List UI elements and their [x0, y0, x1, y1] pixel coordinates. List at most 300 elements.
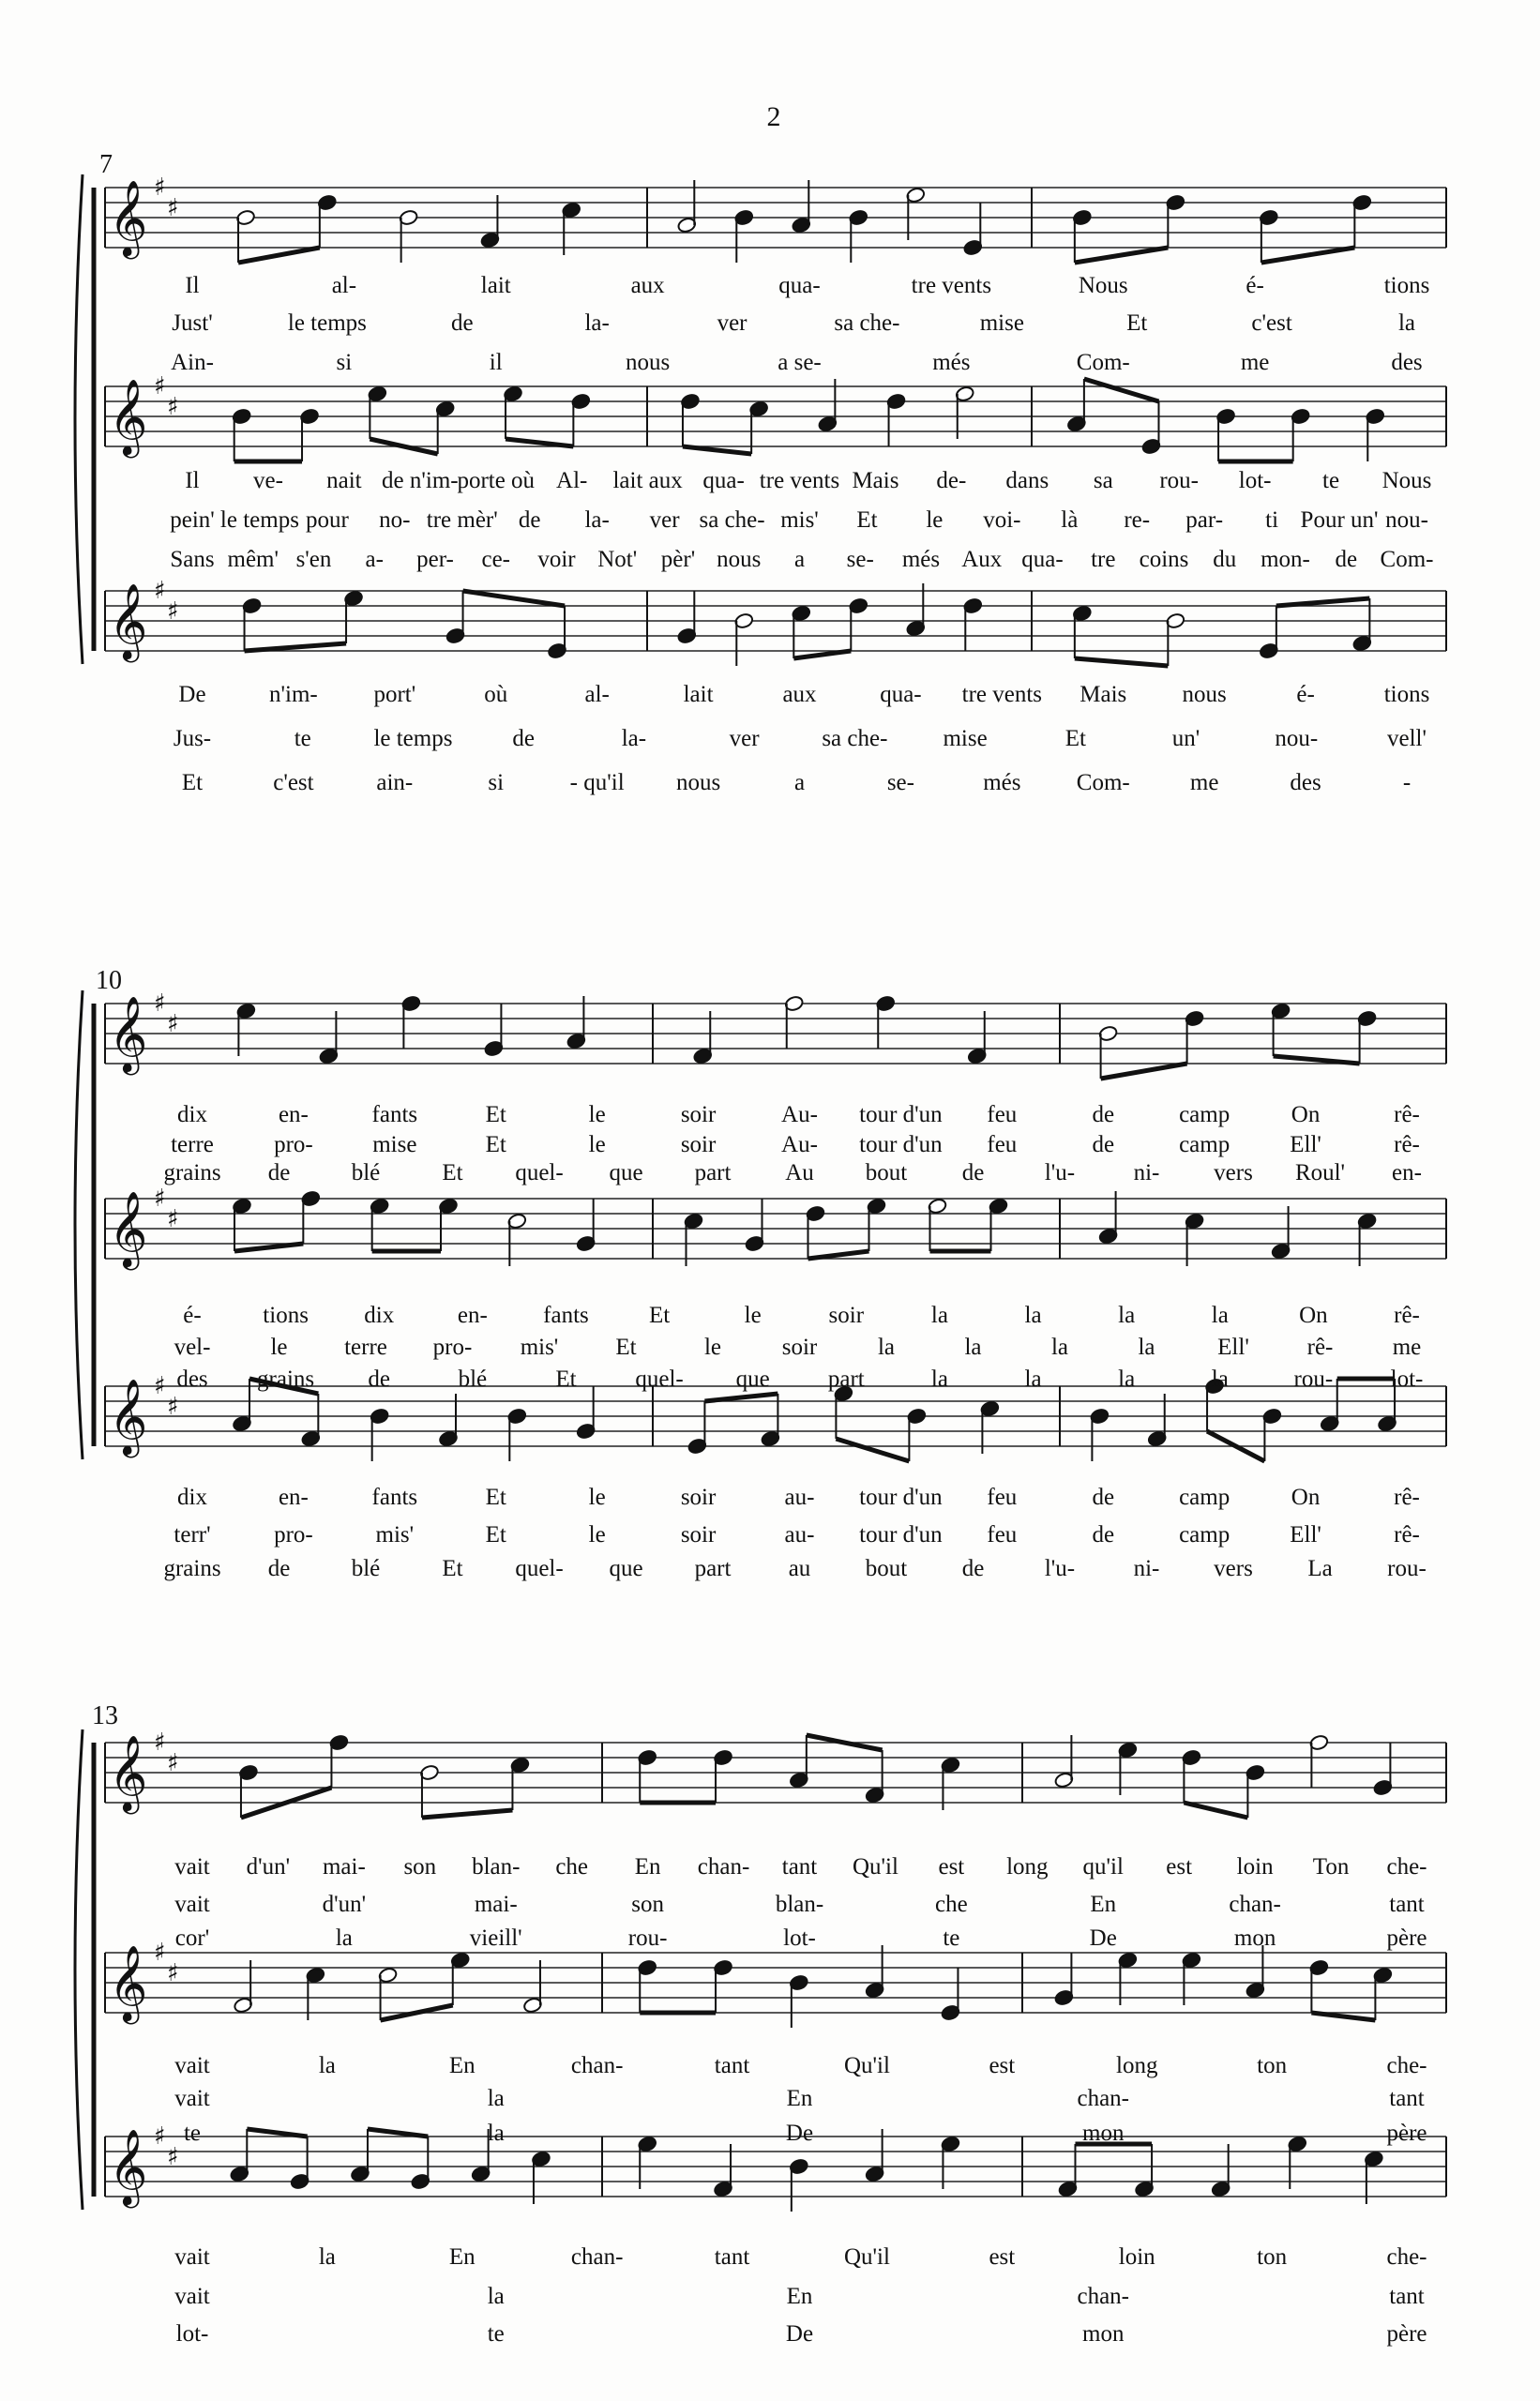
lyric-syllable: tre vents: [911, 273, 992, 298]
lyric-syllable: bout: [865, 1160, 908, 1185]
lyric-syllable: des: [1290, 770, 1321, 795]
lyric-syllable: dix: [364, 1303, 395, 1328]
lyric-syllable: En: [786, 2086, 813, 2111]
lyric-syllable: pro-: [274, 1132, 313, 1157]
lyric-syllable: au: [788, 1556, 811, 1581]
lyric-syllable: de: [1092, 1102, 1115, 1127]
lyric-syllable: la: [1024, 1367, 1042, 1392]
sharp-icon: ♯: [154, 989, 166, 1018]
note-beam: [1075, 658, 1169, 666]
lyric-syllable: rê-: [1306, 1335, 1334, 1360]
lyric-syllable: loin: [1236, 1854, 1274, 1880]
treble-clef-icon: 𝄞: [109, 1944, 148, 2021]
page-number: 2: [766, 101, 781, 132]
lyric-syllable: Jus-: [173, 726, 212, 751]
lyric-syllable: blé: [351, 1160, 381, 1185]
lyric-syllable: le: [744, 1303, 762, 1328]
lyric-syllable: dix: [177, 1485, 207, 1510]
lyric-syllable: Ell': [1290, 1132, 1321, 1157]
lyric-syllable: qua-: [880, 682, 922, 707]
lyric-syllable: de n'im-: [382, 468, 459, 493]
lyric-syllable: la: [1118, 1303, 1136, 1328]
treble-clef-icon: 𝄞: [109, 1734, 148, 1811]
lyric-syllable: soir: [680, 1132, 717, 1157]
lyric-syllable: re-: [1124, 507, 1151, 533]
lyric-syllable: port': [373, 682, 416, 707]
lyric-syllable: la: [877, 1335, 896, 1360]
lyric-syllable: camp: [1179, 1132, 1230, 1157]
lyric-syllable: est: [989, 2244, 1016, 2270]
lyric-syllable: père: [1386, 2321, 1427, 2347]
lyric-syllable: est: [989, 2053, 1016, 2078]
lyric-syllable: Et: [555, 1367, 577, 1392]
lyric-syllable: mis': [375, 1522, 415, 1548]
lyric-syllable: mon: [1233, 1925, 1276, 1951]
lyric-syllable: Et: [856, 507, 878, 533]
lyric-syllable: tions: [1383, 273, 1430, 298]
lyric-syllable: Et: [181, 770, 204, 795]
lyric-syllable: vers: [1214, 1556, 1253, 1581]
lyric-syllable: la-: [621, 726, 647, 751]
lyric-syllable: tant: [1389, 2086, 1425, 2111]
lyric-syllable: tre mèr': [426, 507, 498, 533]
lyric-syllable: En: [1090, 1892, 1117, 1917]
lyric-syllable: de: [512, 726, 535, 751]
lyric-syllable: la: [487, 2284, 505, 2309]
note-beam: [836, 1439, 909, 1461]
lyric-syllable: mai-: [474, 1892, 518, 1917]
lyric-syllable: le temps: [219, 507, 299, 533]
lyric-syllable: rê-: [1394, 1522, 1420, 1548]
note-beam: [808, 1251, 869, 1259]
lyric-syllable: Aux: [961, 547, 1003, 572]
lyric-syllable: de: [368, 1367, 391, 1392]
lyric-syllable: Com-: [1076, 350, 1130, 375]
lyric-syllable: est: [1166, 1854, 1193, 1880]
lyric-syllable: un': [1171, 726, 1200, 751]
lyric-syllable: sa: [1093, 468, 1113, 493]
lyric-syllable: voi-: [983, 507, 1021, 533]
lyric-syllable: long: [1115, 2053, 1158, 2078]
lyric-syllable: Not': [597, 547, 638, 572]
lyric-syllable: ni-: [1133, 1160, 1160, 1185]
lyric-syllable: blan-: [472, 1854, 521, 1880]
lyric-syllable: per-: [416, 547, 454, 572]
lyric-syllable: nous: [717, 547, 762, 572]
lyric-syllable: voir: [537, 547, 576, 572]
treble-clef-icon: 𝄞: [109, 2128, 148, 2205]
lyric-syllable: pro-: [432, 1335, 473, 1360]
measure-number: 7: [99, 150, 113, 179]
lyric-syllable: a se-: [778, 350, 822, 375]
measure-number: 10: [96, 966, 122, 995]
lyric-syllable: coins: [1139, 547, 1189, 572]
lyric-syllable: che: [555, 1854, 589, 1880]
lyric-syllable: Sans: [170, 547, 215, 572]
note-beam: [1075, 248, 1169, 263]
lyric-syllable: l'u-: [1044, 1160, 1076, 1185]
lyric-syllable: la: [335, 1925, 353, 1951]
lyric-syllable: Ton: [1312, 1854, 1350, 1880]
lyric-syllable: est: [938, 1854, 965, 1880]
lyric-syllable: mon-: [1261, 547, 1310, 572]
lyric-syllable: part: [694, 1160, 732, 1185]
lyric-syllable: soir: [680, 1522, 717, 1548]
lyric-syllable: la: [318, 2244, 336, 2270]
system-bracket: [75, 174, 83, 664]
lyric-syllable: te: [183, 2121, 202, 2146]
lyric-syllable: te: [1322, 468, 1340, 493]
lyric-syllable: le: [926, 507, 944, 533]
lyric-syllable: Et: [1064, 726, 1086, 751]
lyric-syllable: En: [786, 2284, 813, 2309]
note-beam: [422, 1810, 513, 1818]
lyric-syllable: lait aux: [612, 468, 683, 493]
lyric-syllable: ve-: [252, 468, 283, 493]
lyric-syllable: vait: [174, 2284, 210, 2309]
lyric-syllable: tions: [1383, 682, 1430, 707]
treble-clef-icon: 𝄞: [109, 582, 148, 659]
lyric-syllable: des: [1391, 350, 1423, 375]
sharp-icon: ♯: [167, 597, 179, 626]
lyric-syllable: d'un': [246, 1854, 291, 1880]
lyric-syllable: la: [930, 1303, 948, 1328]
treble-clef-icon: 𝄞: [109, 179, 148, 256]
lyric-syllable: ce-: [481, 547, 511, 572]
lyric-syllable: feu: [987, 1485, 1018, 1510]
lyric-syllable: tour d'un: [859, 1102, 943, 1127]
lyric-syllable: quel-: [515, 1556, 564, 1581]
lyric-syllable: grains: [163, 1160, 221, 1185]
lyric-syllable: Et: [1126, 310, 1148, 336]
lyric-syllable: Et: [485, 1485, 506, 1510]
lyric-syllable: la: [1211, 1367, 1229, 1392]
lyric-syllable: -: [1402, 770, 1412, 795]
staff: [105, 583, 1446, 666]
lyric-syllable: fants: [371, 1485, 418, 1510]
lyric-syllable: vait: [174, 1854, 210, 1880]
lyric-syllable: des: [176, 1367, 208, 1392]
lyric-syllable: lot-: [1390, 1367, 1424, 1392]
lyric-syllable: En: [634, 1854, 661, 1880]
lyric-syllable: On: [1291, 1102, 1321, 1127]
lyric-syllable: tour d'un: [859, 1485, 943, 1510]
staff: [105, 2129, 1446, 2212]
lyric-syllable: de: [267, 1556, 291, 1581]
sharp-icon: ♯: [167, 194, 179, 222]
lyric-syllable: Al-: [556, 468, 588, 493]
treble-clef-icon: 𝄞: [109, 1190, 148, 1267]
lyric-syllable: son: [403, 1854, 437, 1880]
lyric-syllable: terr': [174, 1522, 211, 1548]
lyric-syllable: tant: [714, 2053, 750, 2078]
lyric-syllable: al-: [331, 273, 357, 298]
lyric-syllable: que: [609, 1160, 643, 1185]
note-beam: [1184, 1803, 1247, 1818]
lyric-syllable: che-: [1386, 1854, 1427, 1880]
sharp-icon: ♯: [167, 1749, 179, 1777]
lyric-syllable: é-: [183, 1303, 202, 1328]
note-beam: [368, 2129, 428, 2137]
note-beam: [704, 1394, 778, 1401]
sharp-icon: ♯: [154, 2122, 166, 2151]
lyric-syllable: aux: [630, 273, 665, 298]
lyric-syllable: me: [1392, 1335, 1422, 1360]
lyric-syllable: blé: [351, 1556, 381, 1581]
lyric-syllable: De: [1089, 1925, 1117, 1951]
lyric-syllable: blé: [458, 1367, 488, 1392]
lyric-syllable: de: [267, 1160, 291, 1185]
lyric-syllable: terre: [171, 1132, 214, 1157]
lyric-syllable: de: [1092, 1522, 1115, 1548]
lyric-syllable: més: [901, 547, 941, 572]
lyric-syllable: Et: [485, 1132, 506, 1157]
lyric-syllable: la-: [584, 507, 610, 533]
lyric-syllable: que: [735, 1367, 770, 1392]
lyric-syllable: sa che-: [822, 726, 888, 751]
lyric-syllable: nait: [326, 468, 362, 493]
lyric-syllable: rou-: [1293, 1367, 1334, 1392]
lyric-syllable: mis': [520, 1335, 559, 1360]
lyric-syllable: là: [1061, 507, 1079, 533]
note-beam: [247, 2129, 307, 2137]
lyric-syllable: bout: [865, 1556, 908, 1581]
lyric-syllable: Just': [172, 310, 213, 336]
lyric-syllable: Qu'il: [843, 2053, 890, 2078]
lyric-syllable: On: [1299, 1303, 1328, 1328]
note-beam: [238, 248, 320, 263]
lyric-syllable: soir: [680, 1485, 717, 1510]
measure-number: 13: [92, 1701, 118, 1730]
lyric-syllable: la: [487, 2086, 505, 2111]
lyric-syllable: de: [518, 507, 541, 533]
lyric-syllable: Et: [485, 1522, 506, 1548]
lyric-syllable: ver: [729, 726, 760, 751]
lyric-syllable: blan-: [775, 1892, 824, 1917]
lyric-syllable: tre vents: [961, 682, 1043, 707]
lyric-syllable: si: [336, 350, 353, 375]
lyric-syllable: al-: [584, 682, 610, 707]
lyric-syllable: rê-: [1394, 1132, 1420, 1157]
lyric-syllable: de: [1092, 1485, 1115, 1510]
lyric-syllable: le temps: [373, 726, 453, 751]
system-bracket: [75, 990, 83, 1459]
lyric-syllable: a: [793, 547, 806, 572]
lyric-syllable: nou-: [1385, 507, 1428, 533]
lyric-syllable: vieill': [469, 1925, 522, 1951]
staff: [105, 1190, 1446, 1266]
lyric-syllable: Il: [185, 273, 200, 298]
sharp-icon: ♯: [154, 174, 166, 202]
lyric-syllable: de: [961, 1556, 985, 1581]
lyric-syllable: aux: [782, 682, 817, 707]
lyric-syllable: tour d'un: [859, 1522, 943, 1548]
sharp-icon: ♯: [167, 1959, 179, 1987]
lyric-syllable: nous: [626, 350, 671, 375]
sharp-icon: ♯: [167, 1393, 179, 1421]
lyric-syllable: chan-: [570, 2244, 624, 2270]
lyric-syllable: rou-: [1159, 468, 1200, 493]
lyric-syllable: vait: [174, 2053, 210, 2078]
lyric-syllable: Ell': [1217, 1335, 1249, 1360]
lyric-syllable: ti: [1265, 507, 1279, 533]
lyric-syllable: sa che-: [834, 310, 900, 336]
lyric-syllable: me: [1189, 770, 1219, 795]
system-1: [75, 174, 1446, 666]
lyric-syllable: Au-: [781, 1102, 818, 1127]
lyric-syllable: tre vents: [759, 468, 840, 493]
lyric-syllable: mise: [979, 310, 1024, 336]
lyric-syllable: pro-: [274, 1522, 313, 1548]
lyric-syllable: la: [1211, 1303, 1229, 1328]
lyric-syllable: chan-: [570, 2053, 624, 2078]
lyric-syllable: la-: [584, 310, 610, 336]
lyric-syllable: de: [1092, 1132, 1115, 1157]
lyric-syllable: c'est: [273, 770, 314, 795]
lyric-syllable: la: [1050, 1335, 1069, 1360]
lyric-syllable: ain-: [376, 770, 414, 795]
lyric-syllable: porte où: [457, 468, 536, 493]
lyric-syllable: d'un': [322, 1892, 367, 1917]
lyric-syllable: le: [703, 1335, 722, 1360]
lyric-syllable: a: [793, 770, 806, 795]
lyric-syllable: la: [487, 2121, 505, 2146]
lyric-syllable: no-: [379, 507, 411, 533]
lyric-syllable: ver: [717, 310, 747, 336]
lyric-syllable: tant: [781, 1854, 818, 1880]
lyric-syllable: lait: [683, 682, 714, 707]
lyric-syllable: au-: [784, 1522, 815, 1548]
lyric-syllable: Et: [442, 1556, 463, 1581]
lyric-syllable: c'est: [1251, 310, 1292, 336]
lyric-syllable: du: [1213, 547, 1237, 572]
lyric-syllable: grains: [257, 1367, 315, 1392]
lyric-syllable: Nous: [1381, 468, 1432, 493]
lyric-syllable: si: [488, 770, 505, 795]
lyric-syllable: de: [450, 310, 474, 336]
lyric-syllable: més: [932, 350, 971, 375]
lyric-syllable: la: [1118, 1367, 1136, 1392]
lyric-syllable: rê-: [1394, 1102, 1420, 1127]
lyric-syllable: Com-: [1380, 547, 1434, 572]
lyric-syllable: la: [930, 1367, 948, 1392]
staff: [105, 379, 1446, 461]
lyric-syllable: rê-: [1394, 1485, 1420, 1510]
lyric-syllable: vers: [1214, 1160, 1253, 1185]
staff: [105, 1734, 1446, 1818]
lyric-syllable: De: [178, 682, 206, 707]
lyric-syllable: cor': [174, 1925, 210, 1951]
lyric-syllable: Il: [185, 468, 200, 493]
sharp-icon: ♯: [167, 1010, 179, 1038]
lyric-syllable: chan-: [697, 1854, 750, 1880]
note-beam: [1274, 1056, 1360, 1064]
lyric-syllable: en-: [278, 1102, 309, 1127]
lyric-syllable: père: [1386, 2121, 1427, 2146]
lyric-syllable: la: [1138, 1335, 1155, 1360]
lyric-syllable: pein': [170, 507, 215, 533]
lyric-syllable: chan-: [1229, 1892, 1281, 1917]
sharp-icon: ♯: [167, 2143, 179, 2171]
lyric-syllable: vait: [174, 1892, 210, 1917]
lyric-syllable: mêm': [227, 547, 279, 572]
lyric-syllable: s'en: [295, 547, 332, 572]
lyric-syllable: camp: [1179, 1522, 1230, 1548]
lyric-syllable: chan-: [1077, 2284, 1130, 2309]
lyric-syllable: feu: [987, 1522, 1018, 1548]
treble-clef-icon: 𝄞: [109, 995, 148, 1072]
lyric-syllable: la: [1397, 310, 1416, 336]
lyric-syllable: tions: [263, 1303, 309, 1328]
lyric-syllable: Au-: [781, 1132, 818, 1157]
note-beam: [1084, 379, 1159, 401]
lyric-syllable: fants: [543, 1303, 589, 1328]
lyric-syllable: quel-: [635, 1367, 684, 1392]
lyric-syllable: De: [785, 2121, 814, 2146]
lyric-syllable: che-: [1386, 2053, 1427, 2078]
lyric-syllable: lot-: [175, 2321, 209, 2347]
system-bracket: [75, 1729, 83, 2210]
lyric-syllable: rou-: [627, 1925, 668, 1951]
lyric-syllable: terre: [344, 1335, 387, 1360]
lyric-syllable: més: [983, 770, 1021, 795]
lyric-syllable: te: [487, 2321, 505, 2347]
lyric-syllable: soir: [828, 1303, 865, 1328]
lyric-syllable: la: [964, 1335, 982, 1360]
lyric-syllable: qu'il: [1082, 1854, 1124, 1880]
staff: [105, 1945, 1446, 2028]
note-beam: [506, 439, 573, 446]
lyric-syllable: vait: [174, 2244, 210, 2270]
lyric-syllable: se-: [846, 547, 874, 572]
sharp-icon: ♯: [154, 1372, 166, 1400]
treble-clef-icon: 𝄞: [109, 1378, 148, 1455]
lyric-syllable: le: [588, 1485, 606, 1510]
lyric-syllable: il: [489, 350, 503, 375]
lyric-syllable: vait: [174, 2086, 210, 2111]
lyric-syllable: nou-: [1275, 726, 1319, 751]
lyric-syllable: Nous: [1078, 273, 1128, 298]
lyric-syllable: que: [609, 1556, 643, 1581]
lyric-syllable: nous: [675, 770, 721, 795]
lyric-syllable: En: [448, 2244, 476, 2270]
system-3: [75, 1729, 1446, 2212]
lyric-syllable: che-: [1386, 2244, 1427, 2270]
sharp-icon: ♯: [154, 1185, 166, 1213]
sharp-icon: ♯: [167, 1205, 179, 1233]
lyric-syllable: de: [961, 1160, 985, 1185]
lyric-syllable: en-: [457, 1303, 488, 1328]
lyric-syllable: dans: [1005, 468, 1049, 493]
lyric-syllable: le: [588, 1522, 606, 1548]
lyric-syllable: la: [1024, 1303, 1042, 1328]
lyric-syllable: Com-: [1076, 770, 1130, 795]
lyric-syllable: lait: [480, 273, 511, 298]
lyric-syllable: n'im-: [269, 682, 318, 707]
lyric-syllable: pèr': [660, 547, 696, 572]
lyric-syllable: tre: [1091, 547, 1116, 572]
note-beam: [245, 643, 347, 651]
lyric-syllable: la: [318, 2053, 336, 2078]
lyric-syllable: au-: [784, 1485, 815, 1510]
lyric-syllable: son: [631, 1892, 664, 1917]
lyric-syllable: se-: [886, 770, 914, 795]
lyric-syllable: me: [1240, 350, 1270, 375]
lyric-syllable: par-: [1185, 507, 1224, 533]
lyric-syllable: Pour un': [1300, 507, 1379, 533]
lyric-syllable: Roul': [1294, 1160, 1346, 1185]
lyric-syllable: En: [448, 2053, 476, 2078]
